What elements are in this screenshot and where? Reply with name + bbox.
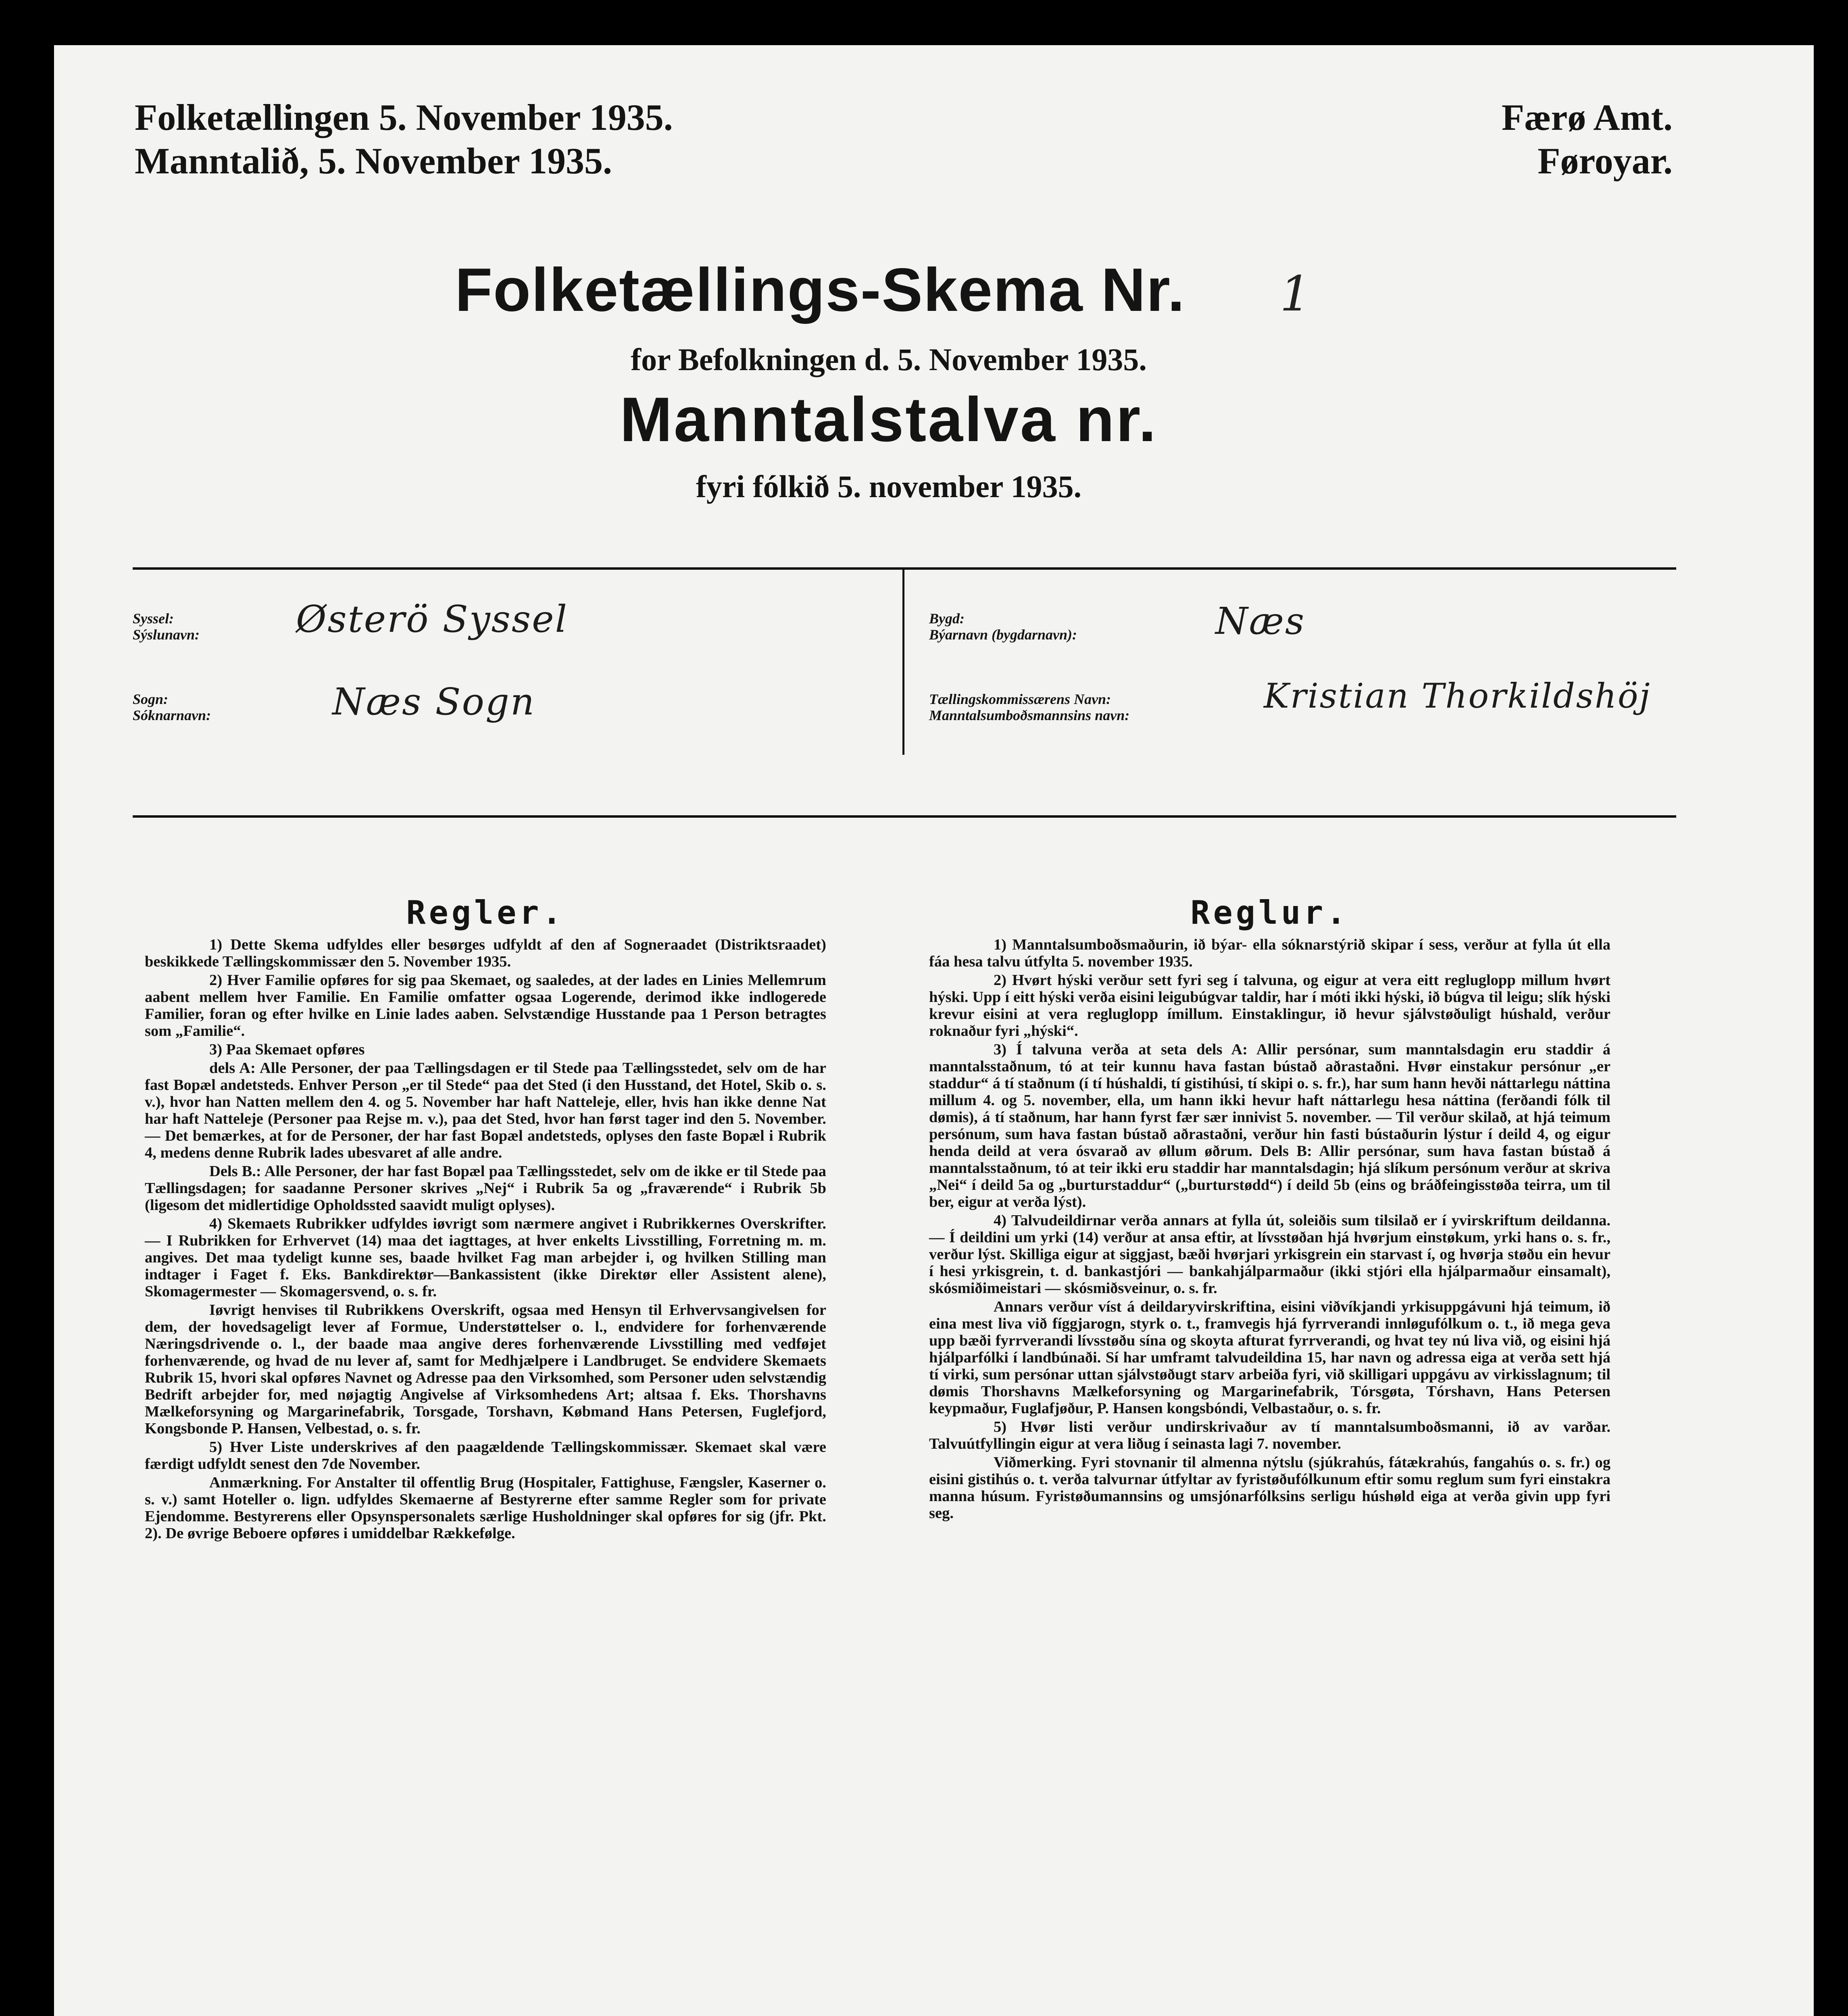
census-form-page — [54, 45, 1814, 2016]
reglur-para-2: 2) Hvørt hýski verður sett fyri seg í talvuna, og eigur at vera eitt regluglopp millum hvørt hýski. Upp í eitt hýski verða eisini leigubúgvar taldir, har í móti ikki hýski, ið búgva til leigu; slík hýski krevur eisini at vera regluglopp ímillum. Einstaklingur, ið hevur sjálvstøðuligt húshald, verður roknaður fyri „hýski“. — [929, 972, 1610, 1039]
form-subtitle-faroese: fyri fólkið 5. november 1935. — [696, 469, 1082, 504]
form-subtitle-danish: for Befolkningen d. 5. November 1935. — [631, 342, 1147, 377]
regler-para-4b: Iøvrigt henvises til Rubrikkens Overskrift, ogsaa med Hensyn til Erhvervsangivelsen for dem, der hovedsageligt lever af Formue, Understøttelser o. l., endvidere for forhenværende Næringsdrivende o. l., der baade maa angive deres forhenværende Livsstilling med vedføjet forhenværende, og hvad de nu lever af, samt for Medhjælpere i Landbruget. Se endvidere Skemaets Rubrik 15, hvori skal opføres Navnet og Adresse paa den Virksomhed, som Personer uden selvstændig Bedrift arbejder for, med nøjagtig Angivelse af Virksomhedens Art; altsaa f. Eks. Thorshavns Mælkeforsyning og Margarinefabrik, Torsgade, Torshavn, Købmand Hans Petersen, Fuglefjord, Kongsbonde P. Hansen, Velbestad, o. s. fr. — [145, 1302, 826, 1437]
header-left — [135, 96, 673, 183]
form-title-danish: Folketællings-Skema Nr. — [455, 256, 1185, 324]
regler-title: Regler. — [406, 894, 565, 931]
reglur-para-4b: Annars verður víst á deildaryvirskriftina, eisini viðvíkjandi yrkisuppgávuni hjá teimum, ið eina mest liva við fíggjarogn, styrk o. t., framvegis hjá fyrrverandi innløgufólkum o. t., ið mega geva upp bæði fyrrverandi lívsstøðu sína og skoyta afturat fyrrverandi, og hvat tey nú liva við, og eisini hjá hjálparfólki í landbúnaði. Sí har umframt talvudeildina 15, har navn og adressa eiga at verða sett hjá tí virki, sum persónar uttan sjálvstøðugt starv arbeiða fyri, við skilligari uppgávu av virkisslagnum; til dømis Thorshavns Mælkeforsyning og Margarinefabrik, Tórsgøta, Tórshavn, Hans Petersen keypmaður, Fuglafjøður, P. Hansen kongsbóndi, Velbastaður, o. s. fr. — [929, 1298, 1610, 1417]
header-census-date-faroese: Manntalið, 5. November 1935. — [135, 140, 613, 181]
bottom-divider — [133, 815, 1676, 818]
top-divider — [133, 567, 1676, 570]
regler-para-5: 5) Hver Liste underskrives af den paagældende Tællingskommissær. Skemaet skal være færdigt udfyldt senest den 7de November. — [145, 1439, 826, 1472]
kommissaer-value: Kristian Thorkildshöj — [1264, 676, 1651, 716]
syssel-label: Syssel: Sýslunavn: — [133, 610, 200, 643]
sogn-label: Sogn: Sóknarnavn: — [133, 691, 211, 723]
reglur-vidmerking: Viðmerking. Fyri stovnanir til almenna nýtslu (sjúkrahús, fátækrahús, fangahús o. s. fr.) og eisini gistihús o. t. verða talvurnar útfyltar av fyristøðufólkunum eftir somu reglum sum fyri einstakra manna húsum. Fyristøðumannsins og umsjónarfólksins serligu húshøld eiga at verða givin upp fyri seg. — [929, 1454, 1610, 1522]
reglur-para-5: 5) Hvør listi verður undirskrivaður av tí manntalsumboðsmanni, ið av varðar. Talvuútfyllingin eigur at vera liðug í seinasta lagi 7. november. — [929, 1418, 1610, 1452]
handwritten-form-number: 1 — [1280, 266, 1311, 322]
reglur-column — [929, 936, 1610, 1523]
syssel-value: Østerö Syssel — [296, 598, 568, 641]
header-amt-danish: Færø Amt. — [1501, 97, 1673, 138]
regler-para-1: 1) Dette Skema udfyldes eller besørges udfyldt af den af Sogneraadet (Distriktsraadet) beskikkede Tællingskommissær den 5. November 1935. — [145, 936, 826, 970]
bygd-label: Bygd: Býarnavn (bygdarnavn): — [929, 610, 1077, 643]
regler-column — [145, 936, 826, 1543]
bygd-value: Næs — [1215, 600, 1306, 643]
kommissaer-label: Tællingskommissærens Navn: Manntalsumboðsmannsins navn: — [929, 691, 1130, 723]
regler-para-3a: dels A: Alle Personer, der paa Tællingsdagen er til Stede paa Tællingsstedet, selv om de har fast Bopæl andetsteds. Enhver Person „er til Stede“ paa det Sted (i den Husstand, det Hotel, Skib o. s. v.), hvor han Natten mellem den 4. og 5. November har haft Natteleje, eller, hvis han ikke denne Nat har haft Natteleje (Personer paa Rejse m. v.), paa det Sted, hvor han først tager ind den 5. November. — Det bemærkes, at for de Personer, der har fast Bopæl andetsteds, oplyses den faste Bopæl i Rubrik 4, medens denne Rubrik lades ubesvaret af alle andre. — [145, 1060, 826, 1161]
sogn-value: Næs Sogn — [332, 680, 535, 723]
header-right — [1502, 96, 1673, 183]
reglur-title: Reglur. — [1190, 894, 1349, 931]
regler-para-3: 3) Paa Skemaet opføres — [209, 1041, 365, 1058]
regler-anmaerkning: Anmærkning. For Anstalter til offentlig Brug (Hospitaler, Fattighuse, Fængsler, Kaserner o. s. v.) samt Hoteller o. lign. udfyldes Skemaerne af Bestyrerne efter samme Regler som for private Ejendomme. Bestyrerens eller Opsynspersonalets særlige Husholdninger skal opføres for sig (jfr. Pkt. 2). De øvrige Beboere opføres i umiddelbar Rækkefølge. — [145, 1474, 826, 1542]
header-amt-faroese: Føroyar. — [1538, 140, 1673, 181]
header-census-date-danish: Folketællingen 5. November 1935. — [135, 97, 673, 138]
reglur-para-3: 3) Í talvuna verða at seta dels A: Allir persónar, sum manntalsdagin eru staddir á manntalsstaðnum, tó at teir kunnu hava fastan bústað aðrastaðni. Hvør einstakur persónur „er staddur“ á tí staðnum (í tí húshaldi, tí gistihúsi, tí skipi o. s. fr.), har sum hann hevði náttarlegu náttina millum 4. og 5. november, ella, um hann ikki hevur haft náttarlegu hesa náttina (ferðandi fólk til dømis), á tí staðnum, har hann fyrst fær sær innivist 5. november. — Til verður skilað, at hjá teimum persónum, sum hava fastan bústað aðrastaðni, verður hin fasti bústaðurin lýstur í deild 4, og eigur henda deild at vera ósvarað av øllum øðrum. Dels B: Allir persónar, sum hava fastan bústað á manntalsstaðnum, tó at teir ikki eru staddir har manntalsdagin; hjá slíkum persónum verður at skriva „Nei“ í deild 5a og „burturstaddur“ („burturstødd“) í deild 5b (eins og bráðfeingisstøða teirra, um til ber, eigur at verða lýst). — [929, 1041, 1610, 1210]
form-title-faroese: Manntalstalva nr. — [620, 385, 1158, 455]
reglur-para-4: 4) Talvudeildirnar verða annars at fylla út, soleiðis sum tilsilað er í yvirskriftum deildanna. — Í deildini um yrki (14) verður at ansa eftir, at lívsstøðan hjá hvørjum einstøkum, yrki hans o. s. fr., verður lýst. Skilliga eigur at siggjast, bæði hvørjari yrkisgrein ein starvast í, og hvørja støðu ein hevur í hesi yrkisgrein, t. d. bankastjóri — bankahjálparmaður (ikki stjóri ella hjálparmaður einsamalt), skósmiðimeistari — skósmiðsveinur, o. s. fr. — [929, 1212, 1610, 1297]
regler-para-2: 2) Hver Familie opføres for sig paa Skemaet, og saaledes, at der lades en Linies Mellemrum aabent mellem hver Familie. En Familie omfatter ogsaa Logerende, derimod ikke indlogerede Familier, foran og efter hvilke en Linie lades aaben. Selvstændige Husstande paa 1 Person betragtes som „Familie“. — [145, 972, 826, 1039]
vertical-divider — [902, 569, 904, 755]
regler-para-4: 4) Skemaets Rubrikker udfyldes iøvrigt som nærmere angivet i Rubrikkernes Overskrifter. — I Rubrikken for Erhvervet (14) maa det iagttages, at hver enkelts Livsstilling, Forretning m. m. angives. Det maa tydeligt kunne ses, baade hvilket Fag man arbejder i, og hvilken Stilling man indtager i Faget f. Eks. Bankdirektør—Bankassistent (ikke Direktør eller Assistent alene), Skomagermester — Skomagersvend, o. s. fr. — [145, 1215, 826, 1300]
regler-para-3b: Dels B.: Alle Personer, der har fast Bopæl paa Tællingsstedet, selv om de ikke er til Stede paa Tællingsdagen; for saadanne Personer skrives „Nej“ i Rubrik 5a og „fraværende“ i Rubrik 5b (ligesom det midlertidige Opholdssted saavidt muligt oplyses). — [145, 1163, 826, 1214]
reglur-para-1: 1) Manntalsumboðsmaðurin, ið býar- ella sóknarstýrið skipar í sess, verður at fylla út ella fáa hesa talvu útfylta 5. november 1935. — [929, 936, 1610, 970]
